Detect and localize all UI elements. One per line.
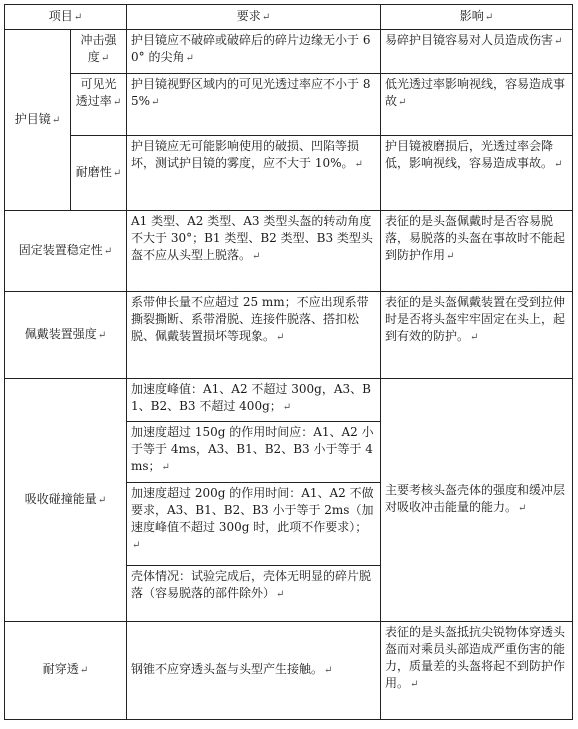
strength-label-text: 佩戴装置强度 ↵ — [25, 327, 106, 341]
absorption-label — [5, 378, 127, 621]
impact-cell — [381, 210, 573, 291]
impact-cell — [381, 74, 573, 136]
table-row — [5, 136, 573, 211]
header-impact-text: 影响 ↵ — [460, 9, 493, 23]
header-item — [5, 5, 127, 30]
impact-text: 主要考核头盔壳体的强度和缓冲层对吸收冲击能量的能力。 ↵ — [385, 483, 565, 514]
header-requirement-text: 要求 ↵ — [237, 9, 270, 23]
impact-text: 表征的是头盔抵抗尖锐物体穿透头盔而对乘员头部造成严重伤害的能力，质量差的头盔将起不到防护作用。 ↵ — [385, 625, 565, 690]
sub-item-label — [71, 74, 127, 136]
sub-item-label — [71, 136, 127, 211]
requirement-text: 加速度峰值：A1、A2 不超过 300g，A3、B1、B2、B3 不超过 400g； ↵ — [131, 382, 371, 413]
impact-cell — [381, 621, 573, 719]
requirement-cell — [127, 621, 381, 719]
impact-cell — [381, 136, 573, 211]
sub-item-text: 耐磨性 ↵ — [76, 165, 121, 179]
impact-text: 表征的是头盔佩戴时是否容易脱落，易脱落的头盔在事故时不能起到防护作用 ↵ — [385, 214, 565, 262]
requirement-cell — [127, 210, 381, 291]
impact-text: 低光透过率影响视线，容易造成事故 ↵ — [385, 77, 565, 108]
table-row — [5, 74, 573, 136]
header-item-text: 项目 ↵ — [49, 9, 82, 23]
requirement-cell — [127, 421, 381, 483]
requirement-cell — [127, 291, 381, 378]
penetration-label-text: 耐穿透 ↵ — [43, 662, 88, 676]
sub-item-label — [71, 29, 127, 74]
impact-text: 易碎护目镜容易对人员造成伤害 ↵ — [385, 33, 562, 47]
requirement-cell — [127, 566, 381, 621]
table-row — [5, 378, 573, 421]
standards-table — [4, 4, 573, 720]
requirement-cell — [127, 29, 381, 74]
impact-cell — [381, 29, 573, 74]
requirement-cell — [127, 136, 381, 211]
table-row — [5, 29, 573, 74]
strength-label — [5, 291, 127, 378]
absorption-impact-cell — [381, 378, 573, 621]
requirement-text: 壳体情况：试验完成后，壳体无明显的碎片脱落（容易脱落的部件除外） ↵ — [131, 569, 371, 600]
requirement-text: 系带伸长量不应超过 25 mm；不应出现系带撕裂撕断、系带滑脱、连接件脱落、搭扣松脱、佩戴装置损坏等现象。 ↵ — [131, 295, 369, 343]
stability-label-text: 固定装置稳定性 ↵ — [19, 243, 112, 257]
header-requirement — [127, 5, 381, 30]
requirement-text: 护目镜应不破碎或破碎后的碎片边缘无小于 60° 的尖角 ↵ — [131, 33, 370, 64]
table-row — [5, 291, 573, 378]
penetration-label — [5, 621, 127, 719]
requirement-text: 钢锥不应穿透头盔与头型产生接触。 ↵ — [131, 662, 332, 676]
absorption-label-text: 吸收碰撞能量 ↵ — [25, 492, 106, 506]
requirement-text: 加速度超过 150g 的作用时间应：A1、A2 小于等于 4ms，A3、B1、B2、B3 小于等于 4ms； ↵ — [131, 425, 374, 473]
requirement-text: 加速度超过 200g 的作用时间：A1、A2 不做要求，A3、B1、B2、B3 小于等于 2ms（加速度峰值不超过 300g 时，此项不作要求）； ↵ — [131, 486, 374, 551]
requirement-text: A1 类型、A2 类型、A3 类型头盔的转动角度不大于 30°；B1 类型、B2 类型、B3 类型头盔不应从头型上脱落。 ↵ — [131, 214, 373, 262]
sub-item-text: 冲击强度 ↵ — [80, 33, 116, 64]
requirement-text: 护目镜视野区域内的可见光透过率应不小于 85% ↵ — [131, 77, 370, 108]
requirement-cell — [127, 74, 381, 136]
requirement-cell — [127, 378, 381, 421]
table-row — [5, 210, 573, 291]
impact-cell — [381, 291, 573, 378]
impact-text: 护目镜被磨损后，光透过率会降低，影响视线，容易造成事故。 ↵ — [385, 139, 562, 170]
sub-item-text: 可见光透过率 ↵ — [76, 77, 121, 108]
goggles-group-label — [5, 29, 71, 210]
goggles-group-text: 护目镜 ↵ — [15, 112, 60, 126]
stability-label — [5, 210, 127, 291]
header-row — [5, 5, 573, 30]
table-row — [5, 621, 573, 719]
header-impact — [381, 5, 573, 30]
impact-text: 表征的是头盔佩戴装置在受到拉伸时是否将头盔牢牢固定在头上，起到有效的防护。 ↵ — [385, 295, 565, 343]
requirement-text: 护目镜应无可能影响使用的破损、凹陷等损坏，测试护目镜的雾度，应不大于 10%。 ↵ — [131, 139, 363, 170]
requirement-cell — [127, 483, 381, 566]
